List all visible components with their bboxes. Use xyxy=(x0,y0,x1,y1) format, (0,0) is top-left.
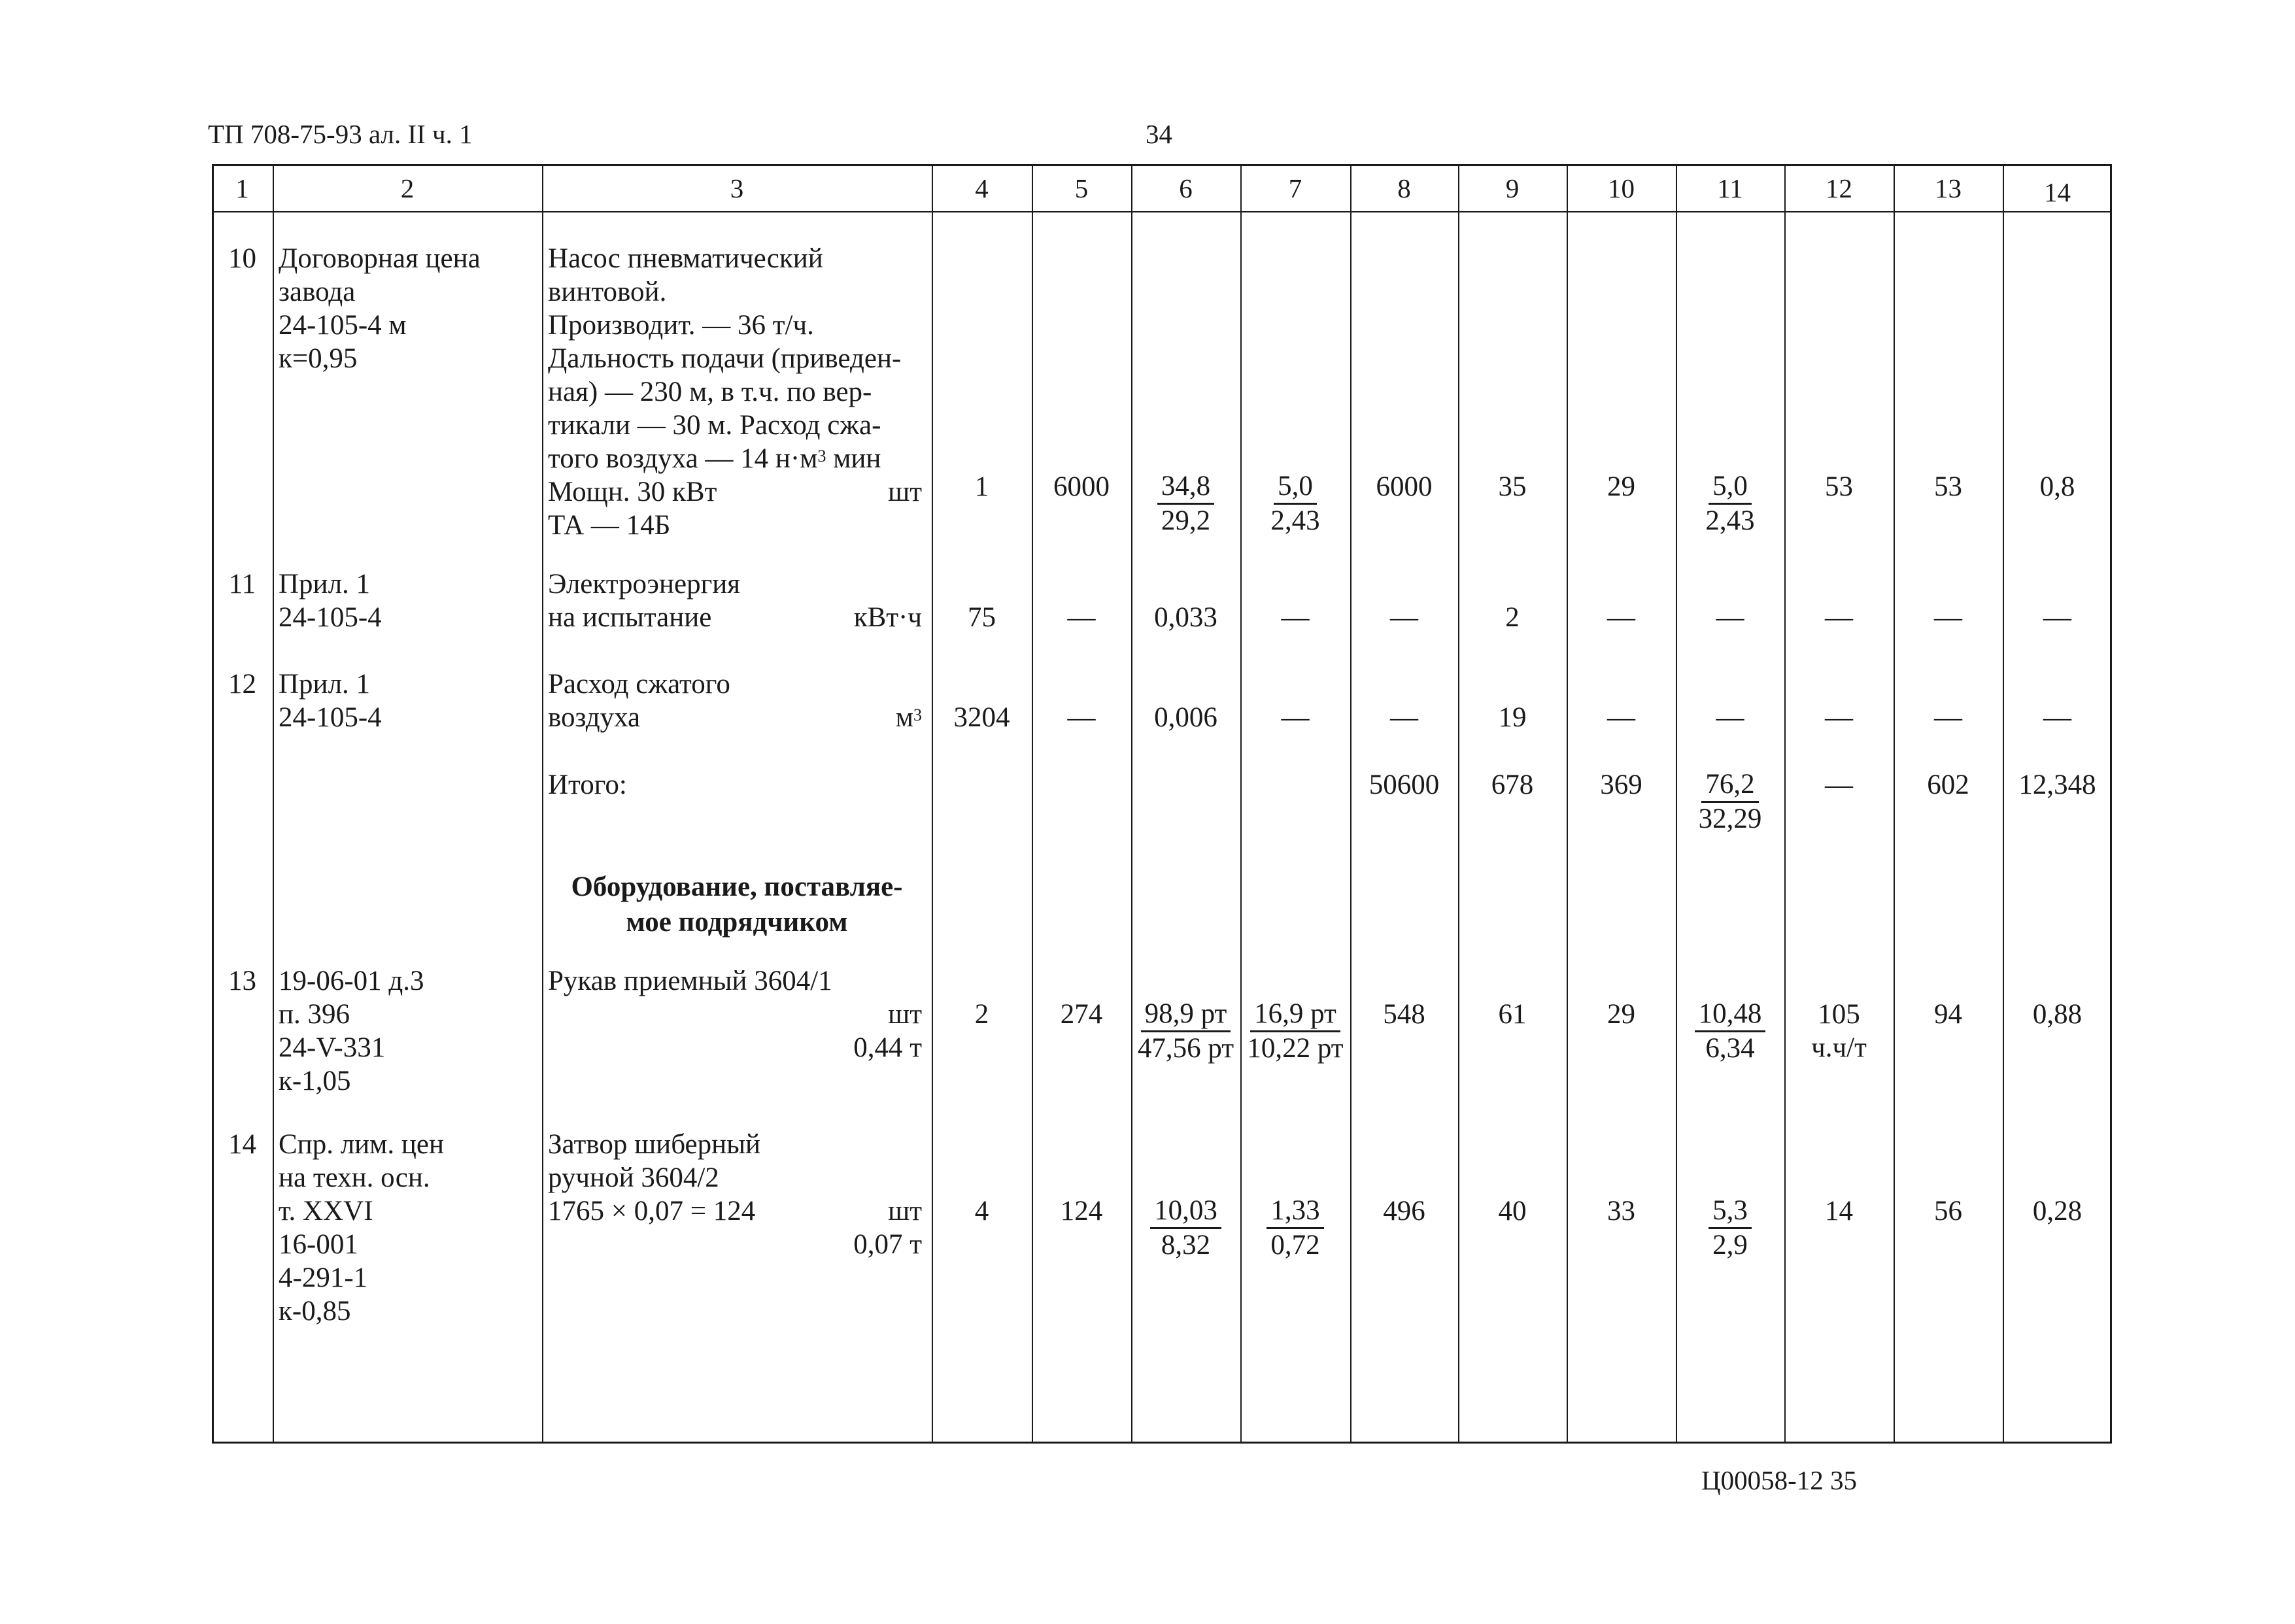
value-cell: — xyxy=(1607,702,1635,733)
basis-line: 16-001 xyxy=(279,1229,358,1260)
basis-cell xyxy=(279,1128,444,1328)
value-cell: 496 xyxy=(1383,1196,1425,1226)
price-cell: — xyxy=(1067,602,1096,633)
fraction-cell xyxy=(1131,998,1240,1065)
description-cell xyxy=(548,567,922,634)
description-line xyxy=(548,701,922,734)
denominator: 2,43 xyxy=(1705,505,1755,536)
col-divider xyxy=(1350,164,1352,1444)
unit-text: шт xyxy=(888,1196,922,1226)
column-header: 12 xyxy=(1826,173,1852,203)
denominator: 0,72 xyxy=(1270,1230,1320,1260)
page-number: 34 xyxy=(1146,119,1172,149)
section-heading xyxy=(542,870,932,940)
basis-line: 24-105-4 xyxy=(279,602,382,633)
price-cell: — xyxy=(1067,702,1096,733)
price-cell: 274 xyxy=(1060,999,1103,1030)
col-divider xyxy=(1032,164,1033,1444)
description-line xyxy=(548,1194,922,1228)
value-cell: 602 xyxy=(1927,770,1969,800)
description-line: Затвор шиберный xyxy=(548,1129,760,1160)
value-cell: 548 xyxy=(1383,999,1425,1030)
air-flow-text: того воздуха — 14 н·м xyxy=(548,443,818,474)
value-cell: 0,88 xyxy=(2032,999,2082,1030)
description-line: ручной 3604/2 xyxy=(548,1162,719,1193)
value-cell: — xyxy=(1716,702,1744,733)
description-cell xyxy=(548,668,922,734)
fraction-cell xyxy=(1676,470,1784,537)
row-number: 14 xyxy=(228,1129,256,1160)
unit-base: м xyxy=(895,702,913,733)
numerator: 1,33 xyxy=(1266,1194,1323,1229)
denominator: 8,32 xyxy=(1161,1230,1211,1260)
value-cell: 53 xyxy=(1825,471,1853,502)
value-cell: — xyxy=(1390,602,1418,633)
description-line: ная) — 230 м, в т.ч. по вер- xyxy=(548,377,872,407)
basis-line: к-1,05 xyxy=(279,1066,351,1096)
description-line: тикали — 30 м. Расход сжа- xyxy=(548,410,881,441)
basis-cell xyxy=(279,964,424,1098)
quantity-cell: 2 xyxy=(974,999,989,1030)
description-cell xyxy=(548,242,922,542)
fraction-cell xyxy=(1131,470,1240,537)
value-cell: 6000 xyxy=(1376,471,1433,502)
basis-line: к=0,95 xyxy=(279,343,358,374)
value-cell: 29 xyxy=(1607,999,1635,1030)
value-cell: 14 xyxy=(1825,1196,1853,1226)
value-cell: — xyxy=(1934,702,1962,733)
fraction-cell xyxy=(1676,1194,1784,1262)
basis-line: Спр. лим. цен xyxy=(279,1129,444,1160)
denominator: 2,9 xyxy=(1712,1230,1748,1260)
document-code: ТП 708-75-93 ал. II ч. 1 xyxy=(208,119,473,149)
row-number: 10 xyxy=(228,243,256,274)
basis-line: 24-V-331 xyxy=(279,1032,386,1063)
value-cell: — xyxy=(2043,602,2071,633)
unit-text xyxy=(896,701,922,734)
column-header: 14 xyxy=(2044,177,2071,207)
column-header: 2 xyxy=(400,173,415,203)
fraction-cell xyxy=(1676,998,1784,1065)
value-cell: — xyxy=(1281,702,1310,733)
col-divider xyxy=(273,164,274,1444)
value-cell: 0,8 xyxy=(2039,471,2075,502)
value-cell: 40 xyxy=(1498,1196,1527,1226)
numerator: 76,2 xyxy=(1701,768,1758,803)
denominator: 32,29 xyxy=(1698,804,1762,834)
air-flow-unit: мин xyxy=(826,443,881,474)
fraction-cell xyxy=(1676,768,1784,836)
basis-cell xyxy=(279,567,382,634)
value-cell: — xyxy=(1825,702,1853,733)
total-label: Итого: xyxy=(548,770,627,800)
value-cell: — xyxy=(1390,702,1418,733)
column-header: 3 xyxy=(730,173,744,203)
col-divider xyxy=(1894,164,1895,1444)
basis-line: п. 396 xyxy=(279,999,350,1030)
description-text: на испытание xyxy=(548,602,712,633)
fraction-cell xyxy=(1131,1194,1240,1262)
description-text: воздуха xyxy=(548,702,641,733)
description-line xyxy=(548,601,922,634)
basis-line: Прил. 1 xyxy=(279,669,371,700)
description-line xyxy=(548,442,922,475)
column-header: 13 xyxy=(1935,173,1962,203)
numerator: 10,03 xyxy=(1150,1194,1221,1229)
value-cell: — xyxy=(1607,602,1635,633)
numerator: 16,9 рт xyxy=(1250,998,1340,1032)
description-cell xyxy=(548,1128,922,1261)
denominator: 47,56 рт xyxy=(1137,1033,1234,1064)
section-heading-line: Оборудование, поставляе- xyxy=(571,871,903,902)
row-number: 13 xyxy=(228,966,256,996)
fraction-cell xyxy=(1240,470,1350,537)
unit-text: шт xyxy=(888,999,922,1030)
row-number: 11 xyxy=(228,569,256,600)
unit-text: шт xyxy=(888,477,922,507)
column-header: 1 xyxy=(235,173,249,203)
column-header: 6 xyxy=(1179,173,1193,203)
numerator: 10,48 xyxy=(1695,998,1766,1032)
quantity-cell: 1 xyxy=(974,471,989,502)
value-line: 105 xyxy=(1818,999,1860,1030)
denominator: 10,22 рт xyxy=(1247,1033,1344,1064)
denominator: 29,2 xyxy=(1161,505,1211,536)
column-header: 11 xyxy=(1717,173,1743,203)
value-cell: 0,006 xyxy=(1154,702,1217,733)
footer-code: Ц00058-12 35 xyxy=(1701,1465,1858,1495)
basis-line: 4-291-1 xyxy=(279,1262,368,1293)
basis-line: 19-06-01 д.3 xyxy=(279,966,424,996)
header-row-divider xyxy=(212,211,2112,212)
unit-text: кВт·ч xyxy=(853,602,922,633)
basis-line: завода xyxy=(279,277,356,307)
basis-cell xyxy=(279,668,382,734)
value-cell: 94 xyxy=(1934,999,1962,1030)
value-cell: 12,348 xyxy=(2018,770,2096,800)
column-header: 7 xyxy=(1288,173,1302,203)
description-line: Электроэнергия xyxy=(548,569,741,600)
denominator: 2,43 xyxy=(1270,505,1320,536)
description-line: Производит. — 36 т/ч. xyxy=(548,310,814,341)
col-divider xyxy=(932,164,933,1444)
value-cell: 0,28 xyxy=(2032,1196,2082,1226)
description-cell xyxy=(548,964,922,1064)
value-cell: 33 xyxy=(1607,1196,1635,1226)
fraction-cell xyxy=(1240,1194,1350,1262)
row-number: 12 xyxy=(228,669,256,700)
column-header: 9 xyxy=(1505,173,1520,203)
col-divider xyxy=(1458,164,1459,1444)
basis-line: т. XXVI xyxy=(279,1196,373,1226)
numerator: 98,9 рт xyxy=(1141,998,1231,1032)
value-cell: 678 xyxy=(1491,770,1534,800)
column-header: 4 xyxy=(975,173,989,203)
numerator: 5,0 xyxy=(1274,470,1317,505)
value-cell: — xyxy=(1825,770,1853,800)
value-cell: 61 xyxy=(1498,999,1527,1030)
value-cell xyxy=(1784,998,1894,1064)
basis-line: 24-105-4 xyxy=(279,702,382,733)
column-header: 10 xyxy=(1608,173,1635,203)
numerator: 34,8 xyxy=(1157,470,1214,505)
value-cell: — xyxy=(1716,602,1744,633)
col-divider xyxy=(1567,164,1568,1444)
value-cell: — xyxy=(1825,602,1853,633)
value-cell: — xyxy=(2043,702,2071,733)
col-divider xyxy=(2003,164,2004,1444)
value-cell: 35 xyxy=(1498,471,1527,502)
weight-text: 0,07 т xyxy=(853,1229,922,1260)
description-line: винтовой. xyxy=(548,277,667,307)
value-cell: — xyxy=(1281,602,1310,633)
description-line: Расход сжатого xyxy=(548,669,730,700)
col-divider xyxy=(1784,164,1786,1444)
section-heading-line: мое подрядчиком xyxy=(626,907,848,938)
power-text: Мощн. 30 кВт xyxy=(548,477,717,507)
value-cell: 0,033 xyxy=(1154,602,1217,633)
value-line: ч.ч/т xyxy=(1811,1032,1867,1063)
basis-cell xyxy=(279,242,481,375)
value-cell: — xyxy=(1934,602,1962,633)
denominator: 6,34 xyxy=(1705,1033,1755,1064)
quantity-cell: 75 xyxy=(968,602,996,633)
value-cell: 369 xyxy=(1600,770,1642,800)
value-cell: 2 xyxy=(1505,602,1520,633)
price-cell: 124 xyxy=(1060,1196,1103,1226)
description-line xyxy=(548,475,922,509)
price-cell: 6000 xyxy=(1053,471,1110,502)
description-line: Рукав приемный 3604/1 xyxy=(548,966,832,996)
value-cell: 53 xyxy=(1934,471,1962,502)
value-cell: 56 xyxy=(1934,1196,1962,1226)
col-divider xyxy=(542,164,543,1444)
basis-line: на техн. осн. xyxy=(279,1162,430,1193)
column-header: 8 xyxy=(1397,173,1411,203)
quantity-cell: 4 xyxy=(974,1196,989,1226)
basis-line: 24-105-4 м xyxy=(279,310,407,341)
superscript: 3 xyxy=(817,447,826,465)
calc-text: 1765 × 0,07 = 124 xyxy=(548,1196,756,1226)
description-line: Дальность подачи (приведен- xyxy=(548,343,902,374)
column-header: 5 xyxy=(1074,173,1089,203)
description-line: ТА — 14Б xyxy=(548,510,671,541)
numerator: 5,3 xyxy=(1708,1194,1752,1229)
value-cell: 19 xyxy=(1498,702,1527,733)
weight-text: 0,44 т xyxy=(853,1032,922,1063)
value-cell: 50600 xyxy=(1368,770,1440,800)
numerator: 5,0 xyxy=(1708,470,1752,505)
basis-line: к-0,85 xyxy=(279,1296,351,1327)
description-line: Насос пневматический xyxy=(548,243,823,274)
basis-line: Договорная цена xyxy=(279,243,481,274)
fraction-cell xyxy=(1240,998,1350,1065)
basis-line: Прил. 1 xyxy=(279,569,371,600)
superscript: 3 xyxy=(913,705,922,724)
value-cell: 29 xyxy=(1607,471,1635,502)
quantity-cell: 3204 xyxy=(953,702,1010,733)
